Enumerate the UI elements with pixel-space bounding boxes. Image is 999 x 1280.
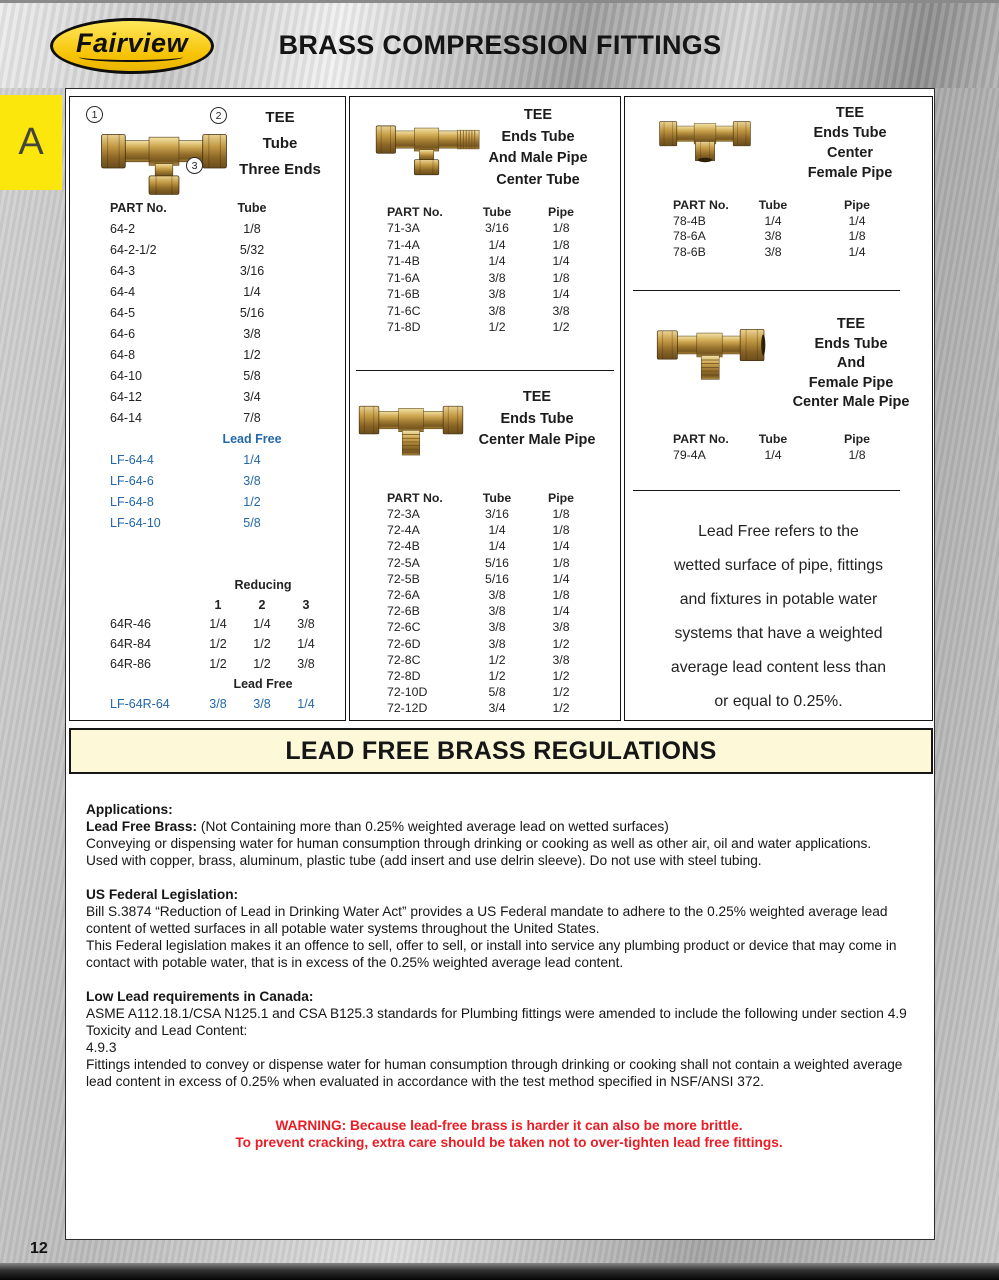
part-no: 64R-46 — [110, 617, 151, 631]
pipe-size: 1/8 — [552, 237, 570, 252]
size-1: 3/8 — [209, 697, 227, 711]
tube-header: Tube — [482, 490, 512, 505]
table-row — [70, 491, 345, 512]
tee-female-male-pipe-image — [655, 309, 767, 384]
pipe-size: 1/8 — [552, 507, 570, 522]
part-no: 72-6C — [387, 620, 421, 635]
table-row — [70, 323, 345, 344]
pipe-size: 1/8 — [552, 221, 570, 236]
tube-size: 3/8 — [488, 270, 506, 285]
pipe-size: 1/8 — [848, 229, 866, 244]
table-row — [70, 654, 345, 674]
applications-line: Conveying or dispensing water for human consumption through drinking or cooking as well as other air, oil and water applications. — [86, 836, 872, 851]
canada-heading: Low Lead requirements in Canada: — [86, 989, 314, 1004]
panel-title — [462, 105, 614, 191]
fairview-logo — [50, 18, 214, 74]
pipe-size: 1/4 — [848, 244, 866, 259]
pipe-size: 1/4 — [552, 254, 570, 269]
note-line: wetted surface of pipe, fittings — [674, 557, 883, 574]
size-2: 1/2 — [253, 657, 271, 671]
tube-size: 3/8 — [488, 303, 506, 318]
lead-free-label: Lead Free — [233, 677, 293, 691]
part-no: 71-6B — [387, 287, 420, 302]
part-no: 64R-84 — [110, 637, 151, 651]
tube-size: 3/8 — [488, 636, 506, 651]
table-row — [70, 614, 345, 634]
size-2: 1/2 — [253, 637, 271, 651]
applications-lead-line — [86, 818, 932, 835]
tube-size: 3/4 — [488, 701, 506, 716]
title-line: Tube — [262, 135, 298, 152]
table-row — [350, 538, 620, 554]
pipe-size: 1/8 — [552, 555, 570, 570]
pipe-size: 1/2 — [552, 636, 570, 651]
part-no: 71-6C — [387, 303, 421, 318]
title-line: Ends Tube — [500, 410, 574, 427]
table-row — [70, 512, 345, 533]
size-2: 3/8 — [253, 697, 271, 711]
table-row — [70, 260, 345, 281]
bottom-metal-strip — [0, 1263, 999, 1280]
table-row — [350, 652, 620, 668]
tube-size: 1/2 — [488, 652, 506, 667]
table-row — [625, 213, 932, 229]
title-line: TEE — [265, 109, 295, 126]
pipe-size: 3/8 — [552, 652, 570, 667]
tee-female-pipe-image — [649, 103, 761, 167]
pipe-size: 1/2 — [552, 701, 570, 716]
part-no: 64-4 — [110, 284, 136, 299]
size-1: 1/2 — [209, 657, 227, 671]
part-no-header: PART No. — [673, 432, 729, 446]
table-row — [350, 270, 620, 287]
part-no: 78-6B — [673, 244, 706, 259]
table-header — [350, 489, 620, 506]
table-row — [350, 571, 620, 587]
part-no: 72-6A — [387, 588, 420, 603]
part-no: 64-5 — [110, 305, 136, 320]
col-2-header: 2 — [258, 597, 266, 612]
part-no: 64-6 — [110, 326, 136, 341]
part-no: LF-64-4 — [110, 452, 154, 467]
table-header — [625, 197, 932, 213]
table-row — [350, 237, 620, 254]
warning-line: WARNING: Because lead-free brass is harder it can also be more brittle. — [275, 1118, 743, 1133]
pipe-header: Pipe — [844, 432, 870, 446]
logo-underline — [79, 52, 183, 62]
note-line: average lead content less than — [670, 659, 887, 676]
tube-size: 3/8 — [488, 604, 506, 619]
part-no: 72-6B — [387, 604, 420, 619]
tee-center-male-pipe-image — [356, 385, 466, 458]
pipe-size: 3/8 — [552, 620, 570, 635]
table-row — [350, 506, 620, 522]
panel-tee-tube-three-ends — [69, 96, 346, 721]
page-number: 12 — [30, 1240, 48, 1257]
tube-size: 3/8 — [488, 287, 506, 302]
table-row — [625, 447, 932, 463]
lead-free-definition — [625, 491, 932, 720]
part-no: 64-12 — [110, 389, 142, 404]
canada-paragraph: ASME A112.18.1/CSA N125.1 and CSA B125.3 standards for Plumbing fittings were amended to include the following under section 4.9 Toxicity and Lead Content: — [86, 1006, 907, 1038]
lead-free-brass-label: Lead Free Brass: — [86, 819, 198, 834]
size-1: 1/2 — [209, 637, 227, 651]
page-header — [0, 0, 999, 88]
table-row — [350, 220, 620, 237]
table-header — [350, 203, 620, 220]
tube-size: 1/2 — [488, 320, 506, 335]
section-tab-a: A — [0, 95, 62, 190]
regulations-text — [86, 801, 932, 1151]
tube-size: 5/16 — [485, 555, 509, 570]
table-header — [625, 431, 932, 447]
table-row — [70, 407, 345, 428]
part-no: 71-8D — [387, 320, 421, 335]
part-no: 71-4B — [387, 254, 420, 269]
tube-size: 1/4 — [488, 237, 506, 252]
table-row — [70, 281, 345, 302]
lead-free-label-row — [70, 428, 345, 449]
table-row — [625, 244, 932, 260]
part-no: 71-4A — [387, 237, 420, 252]
tube-size: 1/2 — [243, 347, 261, 362]
pipe-size: 1/4 — [552, 287, 570, 302]
panel-tee-female-pipe-center-male — [625, 291, 932, 490]
part-no: 64-14 — [110, 410, 142, 425]
note-line: or equal to 0.25%. — [714, 693, 843, 710]
panel-tee-center-female-pipe — [625, 97, 932, 290]
size-3: 1/4 — [297, 637, 315, 651]
title-line: Center Male Pipe — [478, 432, 596, 448]
part-no: 72-4B — [387, 539, 420, 554]
table-row — [70, 449, 345, 470]
part-no: 79-4A — [673, 447, 706, 462]
tube-size: 1/4 — [243, 284, 261, 299]
banner-text: LEAD FREE BRASS REGULATIONS — [285, 736, 717, 765]
part-no: 64-2-1/2 — [110, 242, 157, 257]
part-no: 72-3A — [387, 507, 420, 522]
part-no-header: PART No. — [110, 200, 167, 215]
part-no: 64-3 — [110, 263, 136, 278]
size-3: 3/8 — [297, 617, 315, 631]
applications-heading: Applications: — [86, 802, 173, 817]
reducing-header — [70, 595, 345, 614]
table-row — [70, 386, 345, 407]
tube-size: 5/8 — [243, 515, 261, 530]
title-line: Ends Tube — [813, 125, 887, 141]
parts-table-71 — [350, 203, 620, 336]
lead-free-note-text — [625, 515, 932, 719]
pipe-size: 1/8 — [552, 588, 570, 603]
table-row — [350, 303, 620, 320]
panel-title — [773, 103, 927, 183]
tube-size: 7/8 — [243, 410, 261, 425]
title-line: TEE — [523, 107, 553, 123]
tube-size: 3/8 — [764, 244, 782, 259]
pipe-size: 1/2 — [552, 668, 570, 683]
warning-text — [86, 1117, 932, 1151]
part-no: 64R-86 — [110, 657, 151, 671]
note-line: Lead Free refers to the — [698, 523, 859, 540]
page-title: BRASS COMPRESSION FITTINGS — [278, 29, 722, 60]
brand-name: Fairview — [75, 27, 189, 58]
tube-size: 1/2 — [243, 494, 261, 509]
tube-size: 1/2 — [488, 668, 506, 683]
tube-size: 5/8 — [488, 685, 506, 700]
tube-size: 3/8 — [488, 620, 506, 635]
title-line: TEE — [522, 389, 552, 405]
part-no: LF-64-8 — [110, 494, 154, 509]
panel-title — [458, 387, 616, 452]
part-no: LF-64-6 — [110, 473, 154, 488]
pipe-size: 3/8 — [552, 303, 570, 318]
federal-paragraph: Bill S.3874 “Reduction of Lead in Drinking Water Act” provides a US Federal mandate to adhere to the 0.25% weighted average lead content of wetted surfaces in all potable water systems throughout the United States. — [86, 904, 888, 936]
title-line: And Male Pipe — [488, 150, 588, 166]
parts-table-64 — [70, 197, 345, 714]
note-line: systems that have a weighted — [674, 625, 883, 642]
part-no: 64-10 — [110, 368, 142, 383]
tube-size: 3/4 — [243, 389, 261, 404]
part-no: LF-64R-64 — [110, 697, 170, 711]
size-2: 1/4 — [253, 617, 271, 631]
pipe-header: Pipe — [844, 198, 870, 212]
table-row — [70, 694, 345, 714]
table-row — [350, 253, 620, 270]
parts-table-79 — [625, 431, 932, 463]
part-no-header: PART No. — [673, 198, 729, 212]
part-no: 78-6A — [673, 229, 706, 244]
tube-size: 1/8 — [243, 221, 261, 236]
table-row — [350, 636, 620, 652]
pipe-size: 1/8 — [552, 523, 570, 538]
tube-size: 1/4 — [764, 213, 782, 228]
panel-title — [775, 315, 927, 413]
title-line: Center — [827, 145, 873, 161]
title-line: Ends Tube — [501, 128, 575, 145]
part-no: LF-64-10 — [110, 515, 161, 530]
table-row — [70, 470, 345, 491]
tube-header: Tube — [482, 204, 512, 219]
panel-right-column — [624, 96, 933, 721]
title-line: TEE — [836, 316, 866, 332]
part-no: 72-10D — [387, 685, 428, 700]
size-3: 1/4 — [297, 697, 315, 711]
warning-line: To prevent cracking, extra care should be taken not to over-tighten lead free fittings. — [235, 1135, 783, 1150]
part-no: 78-4B — [673, 213, 706, 228]
title-line: And — [836, 355, 866, 371]
pipe-size: 1/4 — [552, 539, 570, 554]
part-no: 72-8C — [387, 652, 421, 667]
tube-size: 3/8 — [488, 588, 506, 603]
pipe-size: 1/4 — [848, 213, 866, 228]
panel-middle-column — [349, 96, 621, 721]
tube-size: 1/4 — [243, 452, 261, 467]
part-no: 64-2 — [110, 221, 136, 236]
pipe-size: 1/4 — [552, 604, 570, 619]
pipe-size: 1/8 — [848, 447, 866, 462]
tube-size: 5/8 — [243, 368, 261, 383]
pipe-size: 1/8 — [552, 270, 570, 285]
tube-header: Tube — [758, 198, 788, 212]
part-no-header: PART No. — [387, 490, 443, 505]
part-no: 71-6A — [387, 270, 420, 285]
part-no: 72-6D — [387, 636, 421, 651]
table-row — [350, 522, 620, 538]
tube-size: 1/4 — [488, 539, 506, 554]
tube-size: 1/4 — [488, 254, 506, 269]
part-no: 72-5B — [387, 571, 420, 586]
tube-size: 5/16 — [485, 571, 509, 586]
pipe-size: 1/2 — [552, 320, 570, 335]
tube-header: Tube — [237, 200, 267, 215]
tube-size: 3/16 — [485, 507, 509, 522]
federal-heading: US Federal Legislation: — [86, 887, 239, 902]
callout-2: 2 — [210, 107, 227, 124]
part-no-header: PART No. — [387, 204, 443, 219]
title-line: Ends Tube — [814, 335, 888, 352]
part-no: 72-8D — [387, 668, 421, 683]
table-row — [350, 603, 620, 619]
lead-free-brass-definition: (Not Containing more than 0.25% weighted average lead on wetted surfaces) — [197, 819, 669, 834]
panel-tee-center-male-pipe — [350, 371, 620, 720]
part-no: 72-12D — [387, 701, 428, 716]
part-no: 71-3A — [387, 221, 420, 236]
col-3-header: 3 — [302, 597, 310, 612]
title-line: Female Pipe — [807, 165, 893, 181]
tube-size: 3/8 — [243, 326, 261, 341]
table-row — [350, 684, 620, 700]
table-row — [350, 668, 620, 684]
title-line: Center Male Pipe — [792, 394, 910, 410]
reducing-label: Reducing — [234, 578, 292, 592]
note-line: and fixtures in potable water — [679, 591, 878, 608]
pipe-header: Pipe — [548, 490, 574, 505]
lead-free-label: Lead Free — [222, 431, 282, 446]
pipe-size: 1/2 — [552, 685, 570, 700]
applications-line: Used with copper, brass, aluminum, plastic tube (add insert and use delrin sleeve). Do not use with steel tubing. — [86, 853, 762, 868]
tube-header: Tube — [758, 432, 788, 446]
parts-table-72 — [350, 489, 620, 716]
tube-size: 3/8 — [243, 473, 261, 488]
content-area — [65, 88, 935, 1240]
callout-3: 3 — [186, 157, 203, 174]
part-no: 64-8 — [110, 347, 136, 362]
title-line: Center Tube — [496, 171, 580, 188]
tube-size: 1/4 — [764, 447, 782, 462]
lead-free-regulations-banner — [69, 728, 933, 774]
table-row — [350, 619, 620, 635]
callout-1: 1 — [86, 106, 103, 123]
pipe-header: Pipe — [548, 204, 574, 219]
tee-compression-image — [98, 109, 230, 197]
table-row — [70, 302, 345, 323]
panel-tee-male-pipe-center-tube — [350, 97, 620, 370]
table-row — [70, 634, 345, 654]
parts-table-78 — [625, 197, 932, 260]
table-row — [70, 239, 345, 260]
tube-size: 5/32 — [239, 242, 265, 257]
canada-paragraph: 4.9.3 — [86, 1040, 117, 1055]
table-header — [70, 197, 345, 218]
title-line: Three Ends — [239, 161, 321, 178]
table-row — [625, 229, 932, 245]
col-1-header: 1 — [214, 597, 222, 612]
table-row — [70, 344, 345, 365]
part-no: 72-5A — [387, 555, 420, 570]
tube-size: 3/16 — [485, 221, 509, 236]
part-no: 72-4A — [387, 523, 420, 538]
tube-size: 5/16 — [239, 305, 265, 320]
pipe-size: 1/4 — [552, 571, 570, 586]
table-row — [350, 587, 620, 603]
title-line: Female Pipe — [808, 374, 894, 391]
tube-size: 1/4 — [488, 523, 506, 538]
tube-size: 3/8 — [764, 229, 782, 244]
table-row — [350, 555, 620, 571]
canada-paragraph: Fittings intended to convey or dispense water for human consumption through drinking or cooking shall not contain a weighted average lead content in excess of 0.25% when evaluated in accordance with the test method specified in NSF/ANSI 372. — [86, 1057, 903, 1089]
size-3: 3/8 — [297, 657, 315, 671]
table-row — [350, 286, 620, 303]
size-1: 1/4 — [209, 617, 227, 631]
panel-title — [218, 105, 342, 183]
table-row — [70, 365, 345, 386]
table-row — [350, 319, 620, 336]
table-row — [70, 218, 345, 239]
federal-paragraph: This Federal legislation makes it an offence to sell, offer to sell, or install into service any plumbing product or device that may come in contact with potable water, that is in excess of the 0.25% weighted average lead content. — [86, 938, 897, 970]
table-row — [350, 700, 620, 716]
tube-size: 3/16 — [239, 263, 265, 278]
title-line: TEE — [835, 105, 865, 121]
